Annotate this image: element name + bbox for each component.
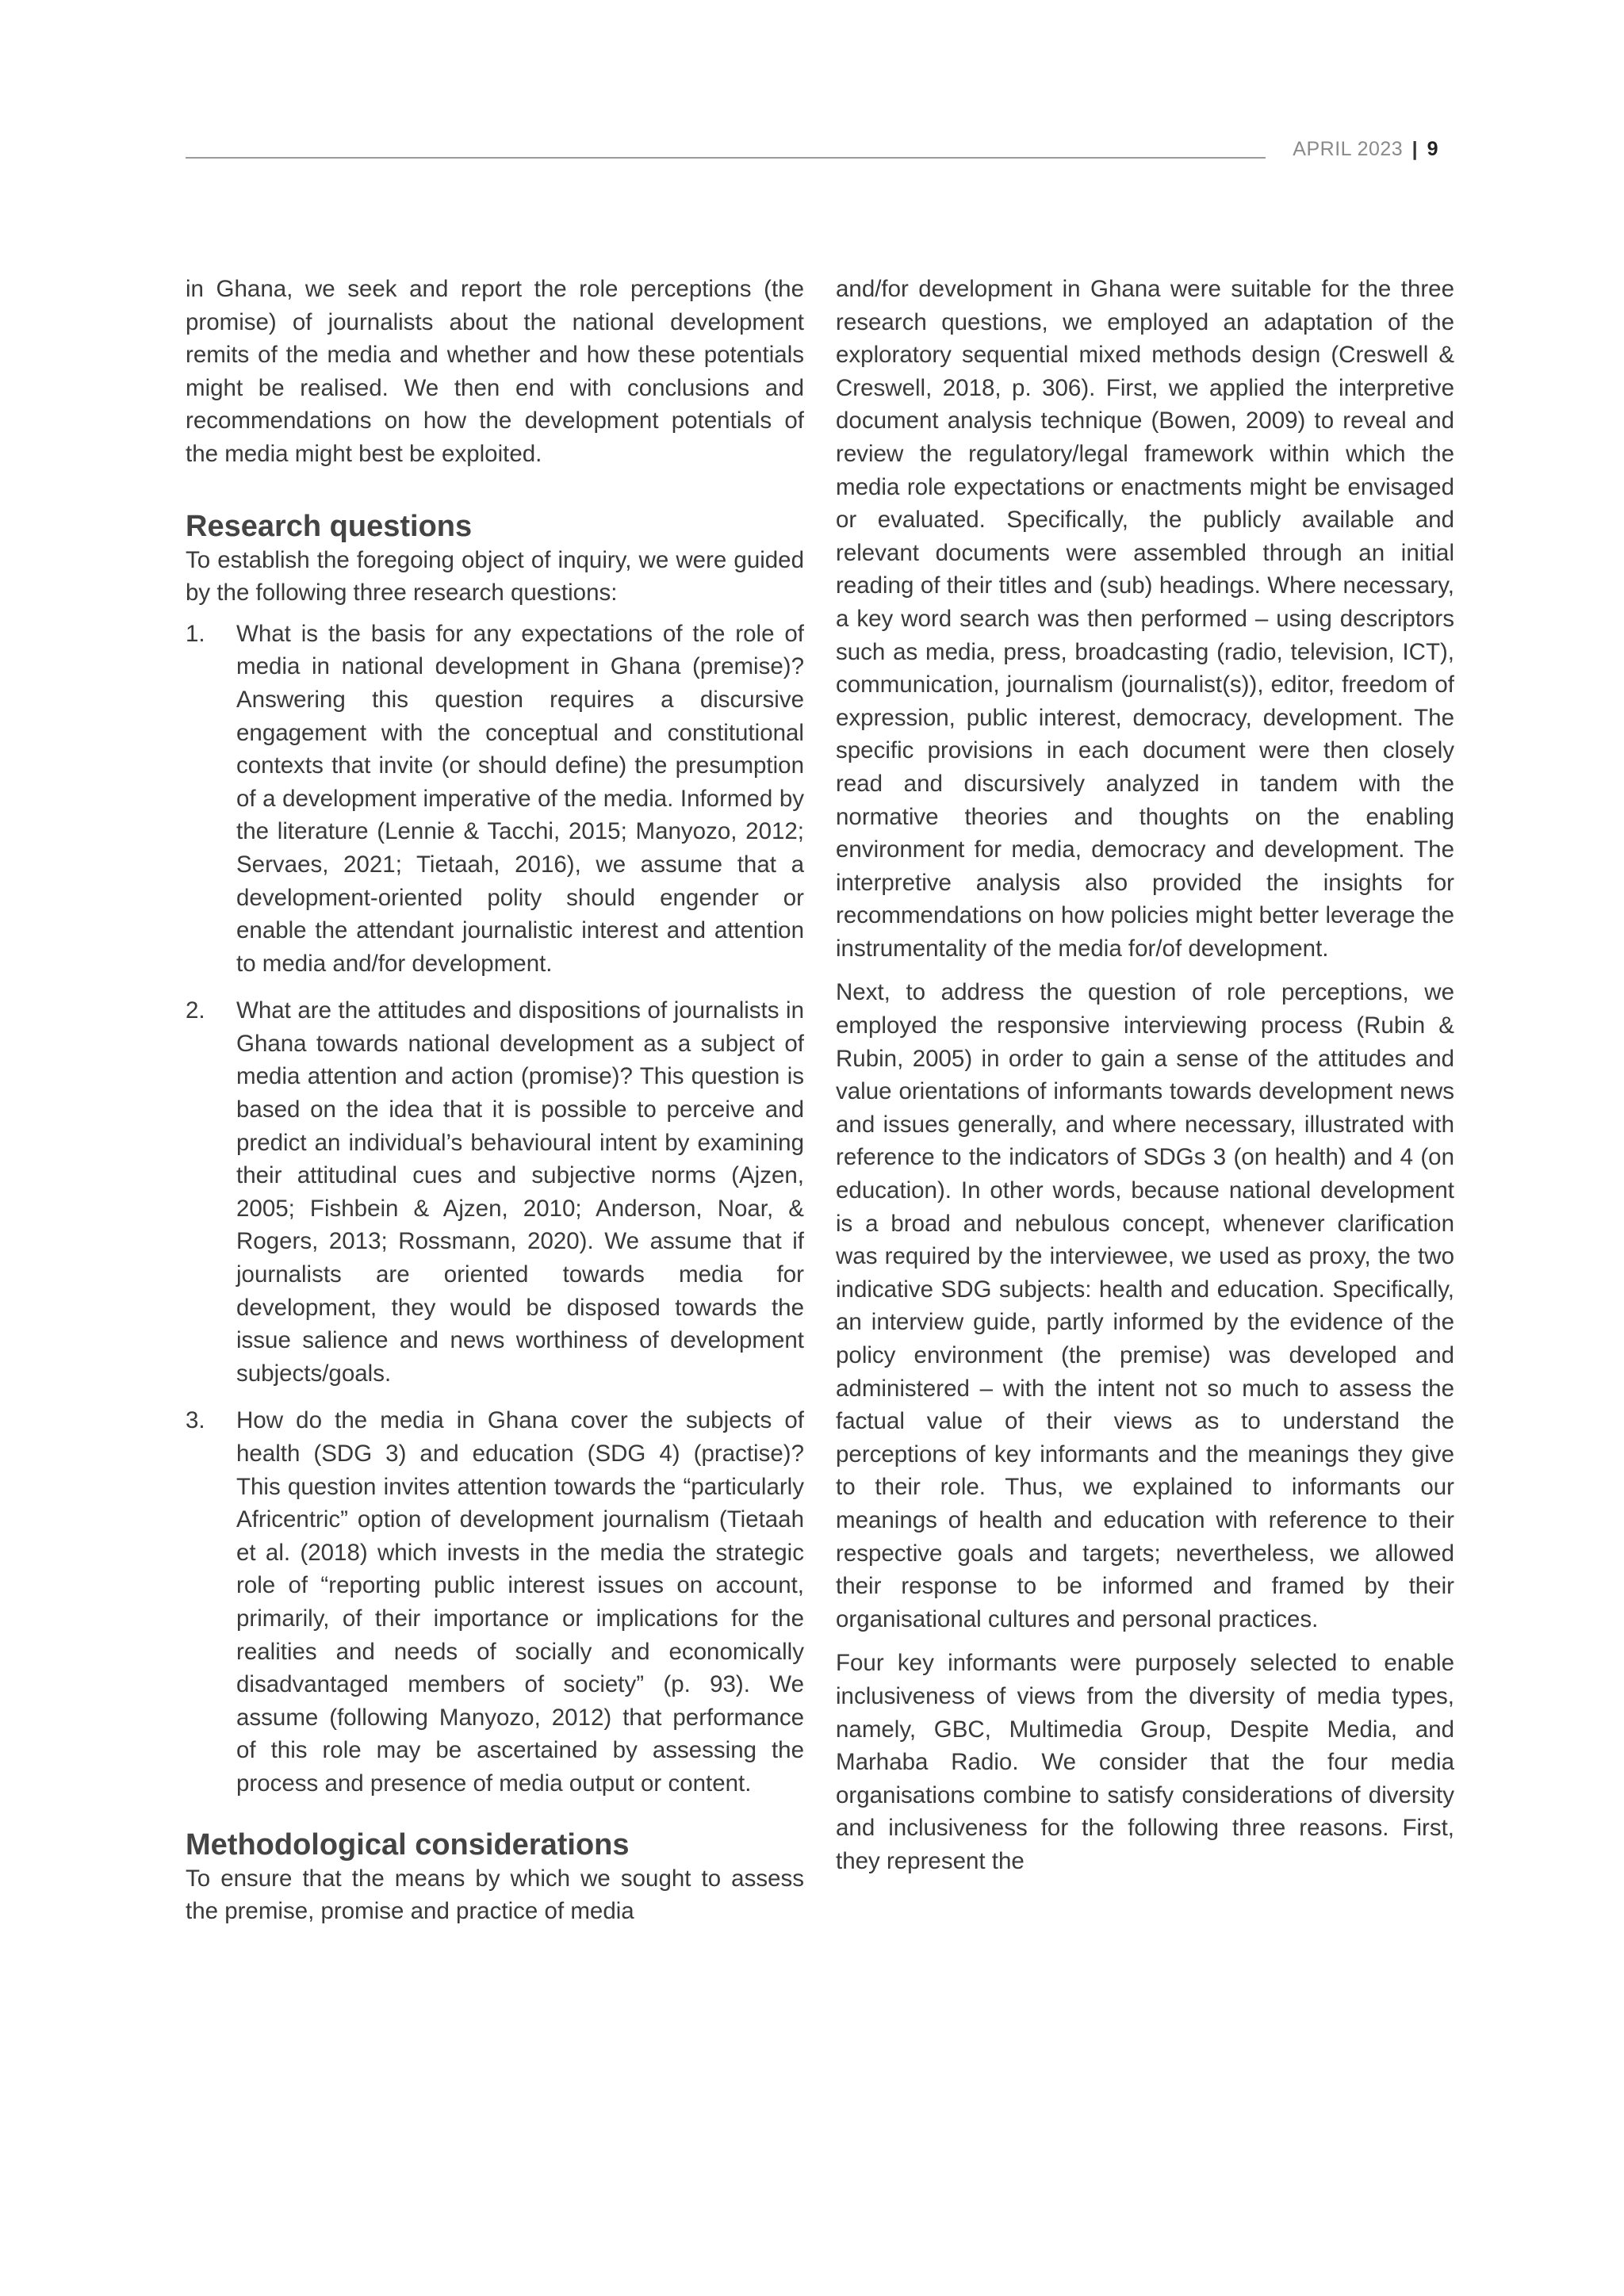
methodological-considerations-heading: Methodological considerations <box>186 1827 630 1862</box>
list-item <box>186 618 804 981</box>
right-column <box>836 273 1454 1878</box>
role-perceptions-paragraph: Next, to address the question of role perceptions, we employed the responsive interviewing process (Rubin & Rubin, 2005) in order to gain a sense of the attitudes and value orientations of informants towards development news and issues generally, and where necessary, illustrated with reference to the indicators of SDGs 3 (on health) and 4 (on education). In other words, because national development is a broad and nebulous concept, whenever clarification was required by the interviewee, we used as proxy, the two indicative SDG subjects: health and education. Specifically, an interview guide, partly informed by the evidence of the policy environment (the premise) was developed and administered – with the intent not so much to assess the factual value of their views as to understand the perceptions of key informants and the meanings they give to their role. Thus, we explained to informants our meanings of health and education with reference to their respective goals and targets; nevertheless, we allowed their response to be informed and framed by their organisational cultures and personal practices. <box>836 979 1454 1632</box>
header-rule <box>186 157 1266 159</box>
list-text: How do the media in Ghana cover the subjects of health (SDG 3) and education (SDG 4) (practise)? This question invites attention towards the “particularly Africentric” option of development journalism (Tietaah et al. (2018) which invests in the media the strategic role of “reporting public interest issues on account, primarily, of their importance or implications for the realities and needs of socially and economically disadvantaged members of society” (p. 93). We assume (following Manyozo, 2012) that performance of this role may be ascertained by assessing the process and presence of media output or content. <box>236 1407 804 1797</box>
header-date: APRIL 2023 <box>1293 138 1404 160</box>
header-separator: | <box>1411 138 1419 160</box>
page-number: 9 <box>1427 138 1438 160</box>
list-text: What are the attitudes and dispositions of journalists in Ghana towards national development as a subject of media attention and action (promise)? This question is based on the idea that it is possible to perceive and predict an individual’s behavioural intent by examining their attitudinal cues and subjective norms (Ajzen, 2005; Fishbein & Ajzen, 2010; Anderson, Noar, & Rogers, 2013; Rossmann, 2020). We assume that if journalists are oriented towards media for development, they would be disposed towards the issue salience and news worthiness of development subjects/goals. <box>236 997 804 1387</box>
intro-paragraph: in Ghana, we seek and report the role perceptions (the promise) of journalists about the national development remits of the media and whether and how these potentials might be realised. We then end with conclusions and recommendations on how the development potentials of the media might best be exploited. <box>186 276 804 467</box>
list-number: 1. <box>186 620 205 647</box>
list-text: What is the basis for any expectations of the role of media in national development in Ghana (premise)? Answering this question requires a discursive engagement with the conceptual and constitutional contexts that invite (or should define) the presumption of a development imperative of the media. Informed by the literature (Lennie & Tacchi, 2015; Manyozo, 2012; Servaes, 2021; Tietaah, 2016), we assume that a development-oriented polity should engender or enable the attendant journalistic interest and attention to media and/for development. <box>236 620 804 977</box>
list-item <box>186 994 804 1390</box>
list-item <box>186 1404 804 1800</box>
key-informants-paragraph: Four key informants were purposely selected to enable inclusiveness of views from the diversity of media types, namely, GBC, Multimedia Group, Despite Media, and Marhaba Radio. We consider that the four media organisations combine to satisfy considerations of diversity and inclusiveness for the following three reasons. First, they represent the <box>836 1650 1454 1874</box>
method-paragraph-continued: and/for development in Ghana were suitable for the three research questions, we employed an adaptation of the exploratory sequential mixed methods design (Creswell & Creswell, 2018, p. 306). First, we applied the interpretive document analysis technique (Bowen, 2009) to reveal and review the regulatory/legal framework within which the media role expectations or enactments might be envisaged or evaluated. Specifically, the publicly available and relevant documents were assembled through an initial reading of their titles and (sub) headings. Where necessary, a key word search was then performed – using descriptors such as media, press, broadcasting (radio, television, ICT), communication, journalism (journalist(s)), editor, freedom of expression, public interest, democracy, development. The specific provisions in each document were then closely read and discursively analyzed in tandem with the normative theories and thoughts on the enabling environment for media, democracy and development. The interpretive analysis also provided the insights for recommendations on how policies might better leverage the instrumentality of the media for/of development. <box>836 276 1454 962</box>
left-column <box>186 273 804 1928</box>
list-number: 2. <box>186 997 205 1024</box>
list-number: 3. <box>186 1407 205 1434</box>
method-paragraph: To ensure that the means by which we sought to assess the premise, promise and practice of media <box>186 1865 804 1925</box>
research-questions-list <box>186 618 804 1800</box>
research-intro-paragraph: To establish the foregoing object of inquiry, we were guided by the following three research questions: <box>186 546 804 607</box>
research-questions-heading: Research questions <box>186 509 473 543</box>
running-header <box>1293 138 1438 161</box>
